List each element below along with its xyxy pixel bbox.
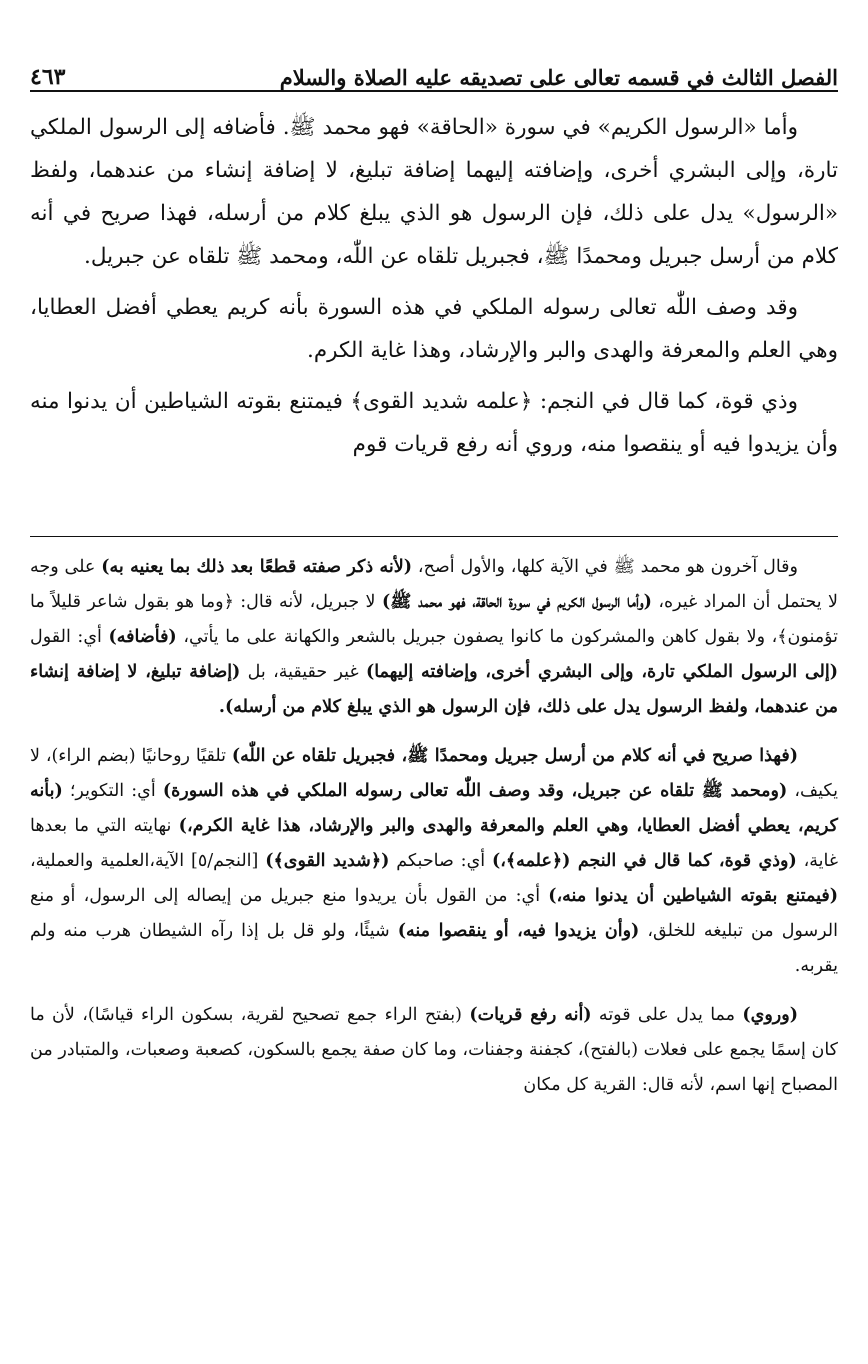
commentary-text-run: أي: التكوير؛ [62, 781, 163, 801]
main-paragraph: وأما «الرسول الكريم» في سورة «الحاقة» فهو محمد ﷺ. فأضافه إلى الرسول الملكي تارة، وإلى البشري أخرى، وإضافته إليهما إضافة تبليغ، لا إضافة إنشاء من عندهما، ولفظ «الرسول» يدل على ذلك، فإن الرسول هو الذي يبلغ كلام من أرسله، فهذا صريح في أنه كلام من أرسل جبريل ومحمدًا ﷺ، فجبريل تلقاه عن اللّٰه، ومحمد ﷺ تلقاه عن جبريل. [30, 115, 838, 269]
commentary-text-run: نهايته التي ما بعدها غاية، [30, 816, 839, 871]
commentary-bold-quote: (ومحمد ﷺ تلقاه عن جبريل، وقد وصف اللّٰه تعالى رسوله الملكي في هذه السورة) [162, 781, 788, 801]
commentary-text-run: على وجه لا يحتمل أن المراد غيره، [30, 557, 839, 612]
header-rule [30, 90, 838, 92]
main-paragraph: وقد وصف اللّٰه تعالى رسوله الملكي في هذه السورة بأنه كريم يعطي أفضل العطايا، وهي العلم والمعرفة والهدى والبر والإرشاد، وهذا غاية الكرم. [30, 295, 838, 363]
commentary-bold-quote: (فيمتنع بقوته الشياطين أن يدنوا منه،) [548, 886, 838, 906]
commentary-text-run: [النجم/٥] الآية،العلمية والعملية، [30, 851, 266, 871]
commentary-bold-quote: (وروي) [742, 1005, 798, 1025]
page-number: ٤٦٣ [30, 64, 66, 90]
commentary-text-run: وقال آخرون هو محمد ﷺ في الآية كلها، والأول أصح، [412, 557, 798, 577]
commentary-text-run: (بفتح الراء جمع تصحيح لقرية، بسكون الراء قياسًا)، لأن ما كان إسمًا يجمع على فعلات (بالفتح)، كجفنة وجفنات، وما كان صفة يجمع بالسكون، كصعبة وصعبات، والمتبادر من المصباح إنها اسم، لأنه قال: القرية كل مكان [30, 1005, 838, 1095]
commentary-bold-quote: (فأضافه) [108, 627, 177, 647]
commentary-text-run: أي: من القول بأن يريدوا منع جبريل من إيصاله إلى الرسول، أو منع الرسول من تبليغه للخلق، [30, 886, 838, 941]
main-paragraph: وذي قوة، كما قال في النجم: ﴿علمه شديد القوى﴾ فيمتنع بقوته الشياطين أن يدنوا منه وأن يزيدوا فيه أو ينقصوا منه، وروي أنه رفع قريات قوم [30, 389, 838, 457]
commentary-text-run: غير حقيقية، بل [240, 662, 366, 682]
commentary-paragraph [30, 739, 838, 984]
commentary-bold-quote: (أنه رفع قريات) [469, 1005, 592, 1025]
commentary-text-run: أي: صاحبكم [389, 851, 492, 871]
commentary-text [30, 550, 838, 1103]
commentary-bold-quote: (إضافة تبليغ، لا إضافة إنشاء من عندهما، ولفظ الرسول يدل على ذلك، فإن الرسول هو الذي يبلغ كلام من أرسله). [30, 662, 838, 717]
commentary-text-run: لا جبريل، لأنه قال: ﴿وما هو بقول شاعر قليلاً ما تؤمنون﴾، ولا بقول كاهن والمشركون ما كانوا يصفون جبريل بالشعر والكهانة على ما يأتي، [30, 592, 839, 647]
commentary-bold-quote: (لأنه ذكر صفته قطعًا بعد ذلك بما يعنيه به) [101, 557, 413, 577]
running-title: الفصل الثالث في قسمه تعالى على تصديقه عليه الصلاة والسلام [279, 65, 838, 90]
separator-rule [30, 536, 838, 537]
commentary-text-run: أي: القول [30, 627, 109, 647]
commentary-bold-quote: (وذي قوة، كما قال في النجم (﴿علمه﴾،) [492, 851, 797, 871]
commentary-bold-quote: (وأما الرسول الكريم في سورة الحاقة، فهو محمد ﷺ) [381, 592, 652, 612]
commentary-text-run: شيئًا، ولو قل بل إذا رآه الشيطان هرب منه ولم يقربه. [30, 921, 838, 976]
commentary-paragraph [30, 550, 838, 725]
commentary-text-run: مما يدل على قوته [591, 1005, 743, 1025]
commentary-paragraph [30, 998, 838, 1103]
commentary-bold-quote: (بأنه كريم، يعطي أفضل العطايا، وهي العلم والمعرفة والهدى والبر والإرشاد، هذا غاية الكرم،) [30, 781, 838, 836]
commentary-bold-quote: (﴿شديد القوى﴾) [265, 851, 390, 871]
commentary-text-run: تلقيًا روحانيًا (بضم الراء)، لا يكيف، [30, 746, 838, 801]
commentary-bold-quote: (وأن يزيدوا فيه، أو ينقصوا منه) [397, 921, 640, 941]
page-header [30, 44, 838, 90]
commentary-bold-quote: (إلى الرسول الملكي تارة، وإلى البشري أخرى، وإضافته إليهما) [365, 662, 839, 682]
main-text [30, 106, 838, 466]
commentary-bold-quote: (فهذا صريح في أنه كلام من أرسل جبريل ومحمدًا ﷺ، فجبريل تلقاه عن اللّٰه) [231, 746, 798, 766]
